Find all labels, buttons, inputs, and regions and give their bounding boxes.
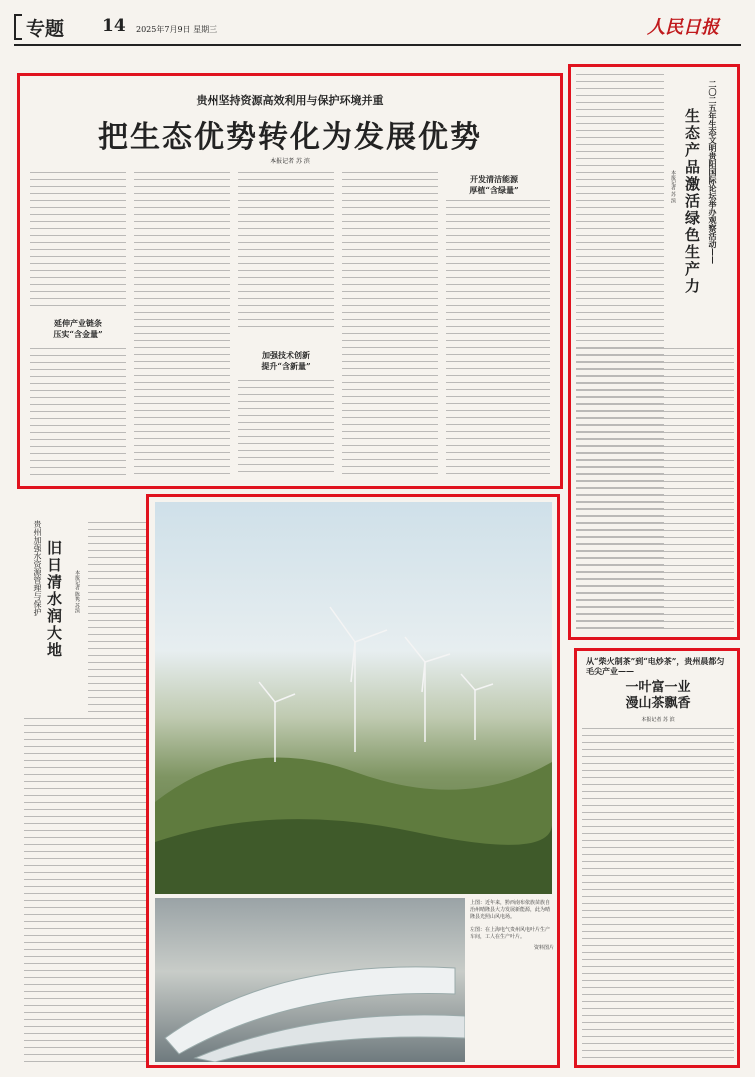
main-subhead-1: 延伸产业链条 压实“含金量” (53, 318, 103, 339)
main-body-col3 (238, 172, 334, 332)
photo-caption (470, 900, 554, 1060)
tea-body (582, 728, 734, 1062)
left-body-main (24, 718, 146, 1068)
left-kicker: 贵州加强水资源管理与保护 (33, 520, 42, 616)
photo-credit: 资料图片 (533, 945, 554, 951)
page-header (14, 10, 741, 46)
main-kicker: 贵州坚持资源高效利用与保护环境并重 (196, 94, 384, 107)
side-kicker: 二〇二五年生态文明贵阳国际论坛举办观察活动—— (708, 80, 718, 264)
factory-photo (155, 898, 465, 1062)
left-headline: 旧日清水润大地 (45, 540, 63, 659)
main-subhead-3: 开发清洁能源 厚植“含绿量” (469, 174, 519, 195)
tea-headline: 一叶富一业 漫山茶飘香 (625, 680, 691, 711)
main-body-col3b (238, 380, 334, 476)
newspaper-logo: 人民日报 (647, 17, 719, 38)
main-body-col1 (30, 172, 126, 312)
tea-byline: 本报记者 苏 滨 (641, 717, 675, 723)
wind-farm-photo (155, 502, 552, 894)
main-body-col1b (30, 348, 126, 476)
left-body-top (88, 522, 146, 712)
tea-kicker: 从“柴火制茶”到“电炒茶”，贵州晨都匀毛尖产业—— (586, 656, 725, 676)
side-headline: 生态产品激活绿色生产力 (683, 108, 701, 295)
side-byline: 本报记者 苏 滨 (670, 170, 676, 204)
side-body-col2 (576, 348, 734, 634)
main-byline: 本报记者 苏 滨 (270, 158, 310, 165)
turbine-blade-illustration (155, 898, 465, 1062)
header-bracket (14, 14, 22, 40)
main-body-col2 (134, 172, 230, 476)
main-body-col4 (342, 172, 438, 476)
main-body-col5 (446, 200, 550, 476)
photo-caption-1: 上图：近年来，黔西南布依族苗族自治州晴隆县大力发展新能源，此为晴隆县光照山风电场。 (470, 900, 551, 920)
wind-turbines-illustration (155, 502, 552, 894)
page-number: 14 (102, 16, 126, 36)
left-byline: 本报记者 陈隽 苏滨 (74, 570, 80, 614)
main-subhead-2: 加强技术创新 提升“含新量” (261, 350, 311, 371)
main-headline: 把生态优势转化为发展优势 (98, 120, 482, 155)
issue-date: 2025年7月9日 星期三 (136, 25, 218, 34)
section-name: 专题 (26, 18, 65, 40)
photo-caption-2: 左图：在上海电气贵州风电叶片生产车间，工人在生产叶片。 (470, 927, 551, 940)
